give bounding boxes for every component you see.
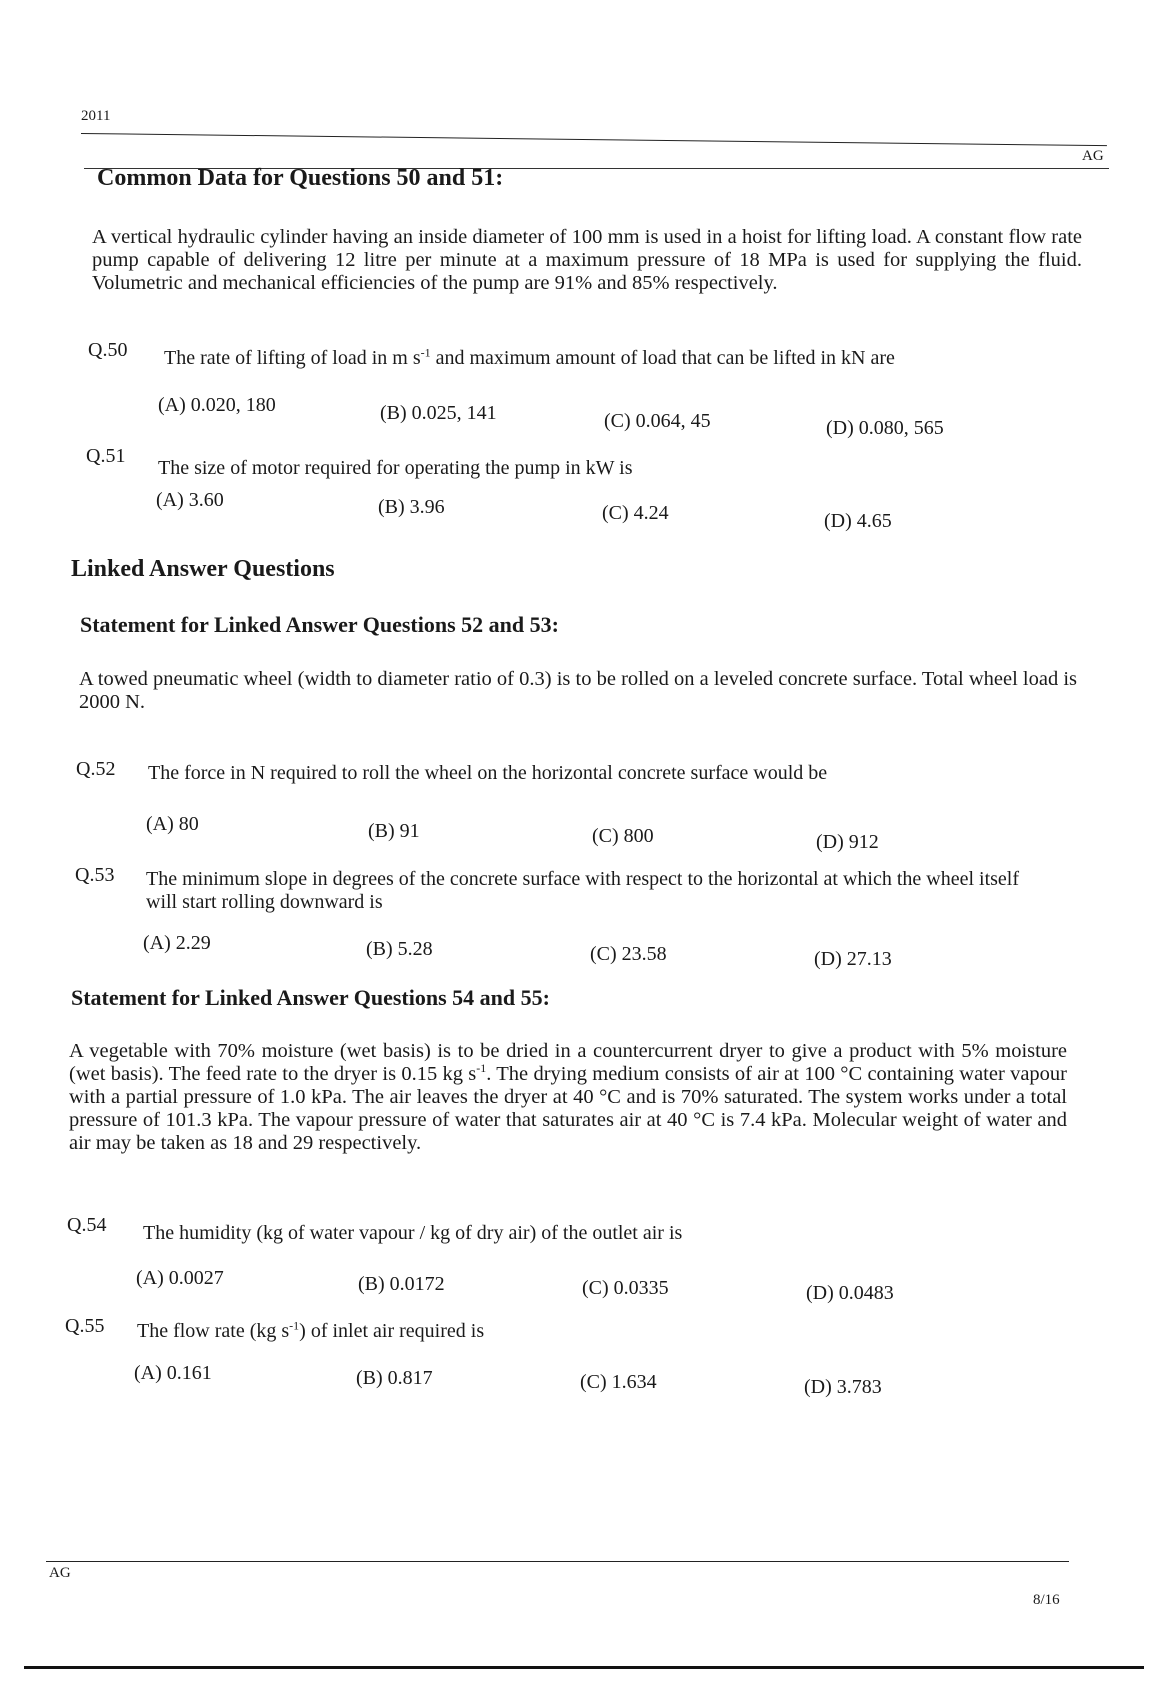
q51-number: Q.51: [86, 445, 126, 467]
q51-option-d[interactable]: (D) 4.65: [824, 510, 892, 532]
q50-option-c[interactable]: (C) 0.064, 45: [604, 410, 711, 432]
q53-option-a[interactable]: (A) 2.29: [143, 932, 211, 954]
q53-option-c[interactable]: (C) 23.58: [590, 943, 667, 965]
q52-number: Q.52: [76, 758, 116, 780]
q55-option-a[interactable]: (A) 0.161: [134, 1362, 212, 1384]
common-data-statement: A vertical hydraulic cylinder having an inside diameter of 100 mm is used in a hoist for lifting load. A constant flow rate pump capable of delivering 12 litre per minute at a maximum pressure of 18 MPa is used for supplying the fluid. Volumetric and mechanical efficiencies of the pump are 91% and 85% respectively.: [92, 226, 1082, 294]
q54-option-c[interactable]: (C) 0.0335: [582, 1277, 669, 1299]
statement-54-55-title: Statement for Linked Answer Questions 54 and 55:: [71, 985, 550, 1010]
q55-option-c[interactable]: (C) 1.634: [580, 1371, 657, 1393]
q52-text: The force in N required to roll the wheel on the horizontal concrete surface would be: [148, 762, 828, 784]
q53-option-d[interactable]: (D) 27.13: [814, 948, 892, 970]
footer-rule: [46, 1561, 1069, 1562]
q54-option-d[interactable]: (D) 0.0483: [806, 1282, 894, 1304]
q54-option-b[interactable]: (B) 0.0172: [358, 1273, 445, 1295]
q53-option-b[interactable]: (B) 5.28: [366, 938, 433, 960]
q53-text: The minimum slope in degrees of the concrete surface with respect to the horizontal at which the wheel itself will start rolling downward is: [146, 868, 1020, 913]
q55-text: The flow rate (kg $s^{-1}$) of inlet air required is: [137, 1318, 485, 1342]
q53-number: Q.53: [75, 864, 115, 886]
q52-option-c[interactable]: (C) 800: [592, 825, 654, 847]
header-paper-code: AG: [1082, 148, 1104, 164]
statement-52-53-title: Statement for Linked Answer Questions 52 and 53:: [80, 612, 559, 637]
header-rule: [81, 133, 1107, 146]
header-year: 2011: [81, 108, 111, 124]
common-data-title: Common Data for Questions 50 and 51:: [97, 165, 504, 191]
q50-option-a[interactable]: (A) 0.020, 180: [158, 394, 276, 416]
q54-number: Q.54: [67, 1214, 107, 1236]
q51-option-c[interactable]: (C) 4.24: [602, 502, 669, 524]
q50-number: Q.50: [88, 339, 128, 361]
q50-option-b[interactable]: (B) 0.025, 141: [380, 402, 497, 424]
footer-paper-code: AG: [49, 1565, 71, 1581]
q55-option-d[interactable]: (D) 3.783: [804, 1376, 882, 1398]
q55-option-b[interactable]: (B) 0.817: [356, 1367, 433, 1389]
q55-number: Q.55: [65, 1315, 105, 1337]
q51-option-a[interactable]: (A) 3.60: [156, 489, 224, 511]
statement-54-55-text: A vegetable with 70% moisture (wet basis) is to be dried in a countercurrent dryer to give a product with 5% moisture (wet basis). The feed rate to the dryer is 0.15 kg $s^{-1}$. The drying medium consists of air at 100 °C containing water vapour with a partial pressure of 1.0 kPa. The air leaves the dryer at 40 °C and is 70% saturated. The system works under a total pressure of 101.3 kPa. The vapour pressure of water that saturates air at 40 °C is 7.4 kPa. Molecular weight of water and air may be taken as 18 and 29 respectively.: [69, 1040, 1067, 1154]
q52-option-d[interactable]: (D) 912: [816, 831, 879, 853]
q52-option-b[interactable]: (B) 91: [368, 820, 420, 842]
statement-52-53-text: A towed pneumatic wheel (width to diameter ratio of 0.3) is to be rolled on a leveled concrete surface. Total wheel load is 2000 N.: [79, 668, 1077, 713]
linked-answer-section-title: Linked Answer Questions: [71, 556, 335, 582]
q51-text: The size of motor required for operating the pump in kW is: [158, 457, 633, 479]
q54-option-a[interactable]: (A) 0.0027: [136, 1267, 224, 1289]
q51-option-b[interactable]: (B) 3.96: [378, 496, 445, 518]
footer-page-number: 8/16: [1033, 1592, 1060, 1608]
q52-option-a[interactable]: (A) 80: [146, 813, 199, 835]
q50-option-d[interactable]: (D) 0.080, 565: [826, 417, 944, 439]
scan-bottom-edge: [24, 1666, 1144, 1669]
q54-text: The humidity (kg of water vapour / kg of dry air) of the outlet air is: [143, 1222, 683, 1244]
q50-text: The rate of lifting of load in m $s^{-1}$ and maximum amount of load that can be lifted in kN are: [164, 345, 895, 369]
